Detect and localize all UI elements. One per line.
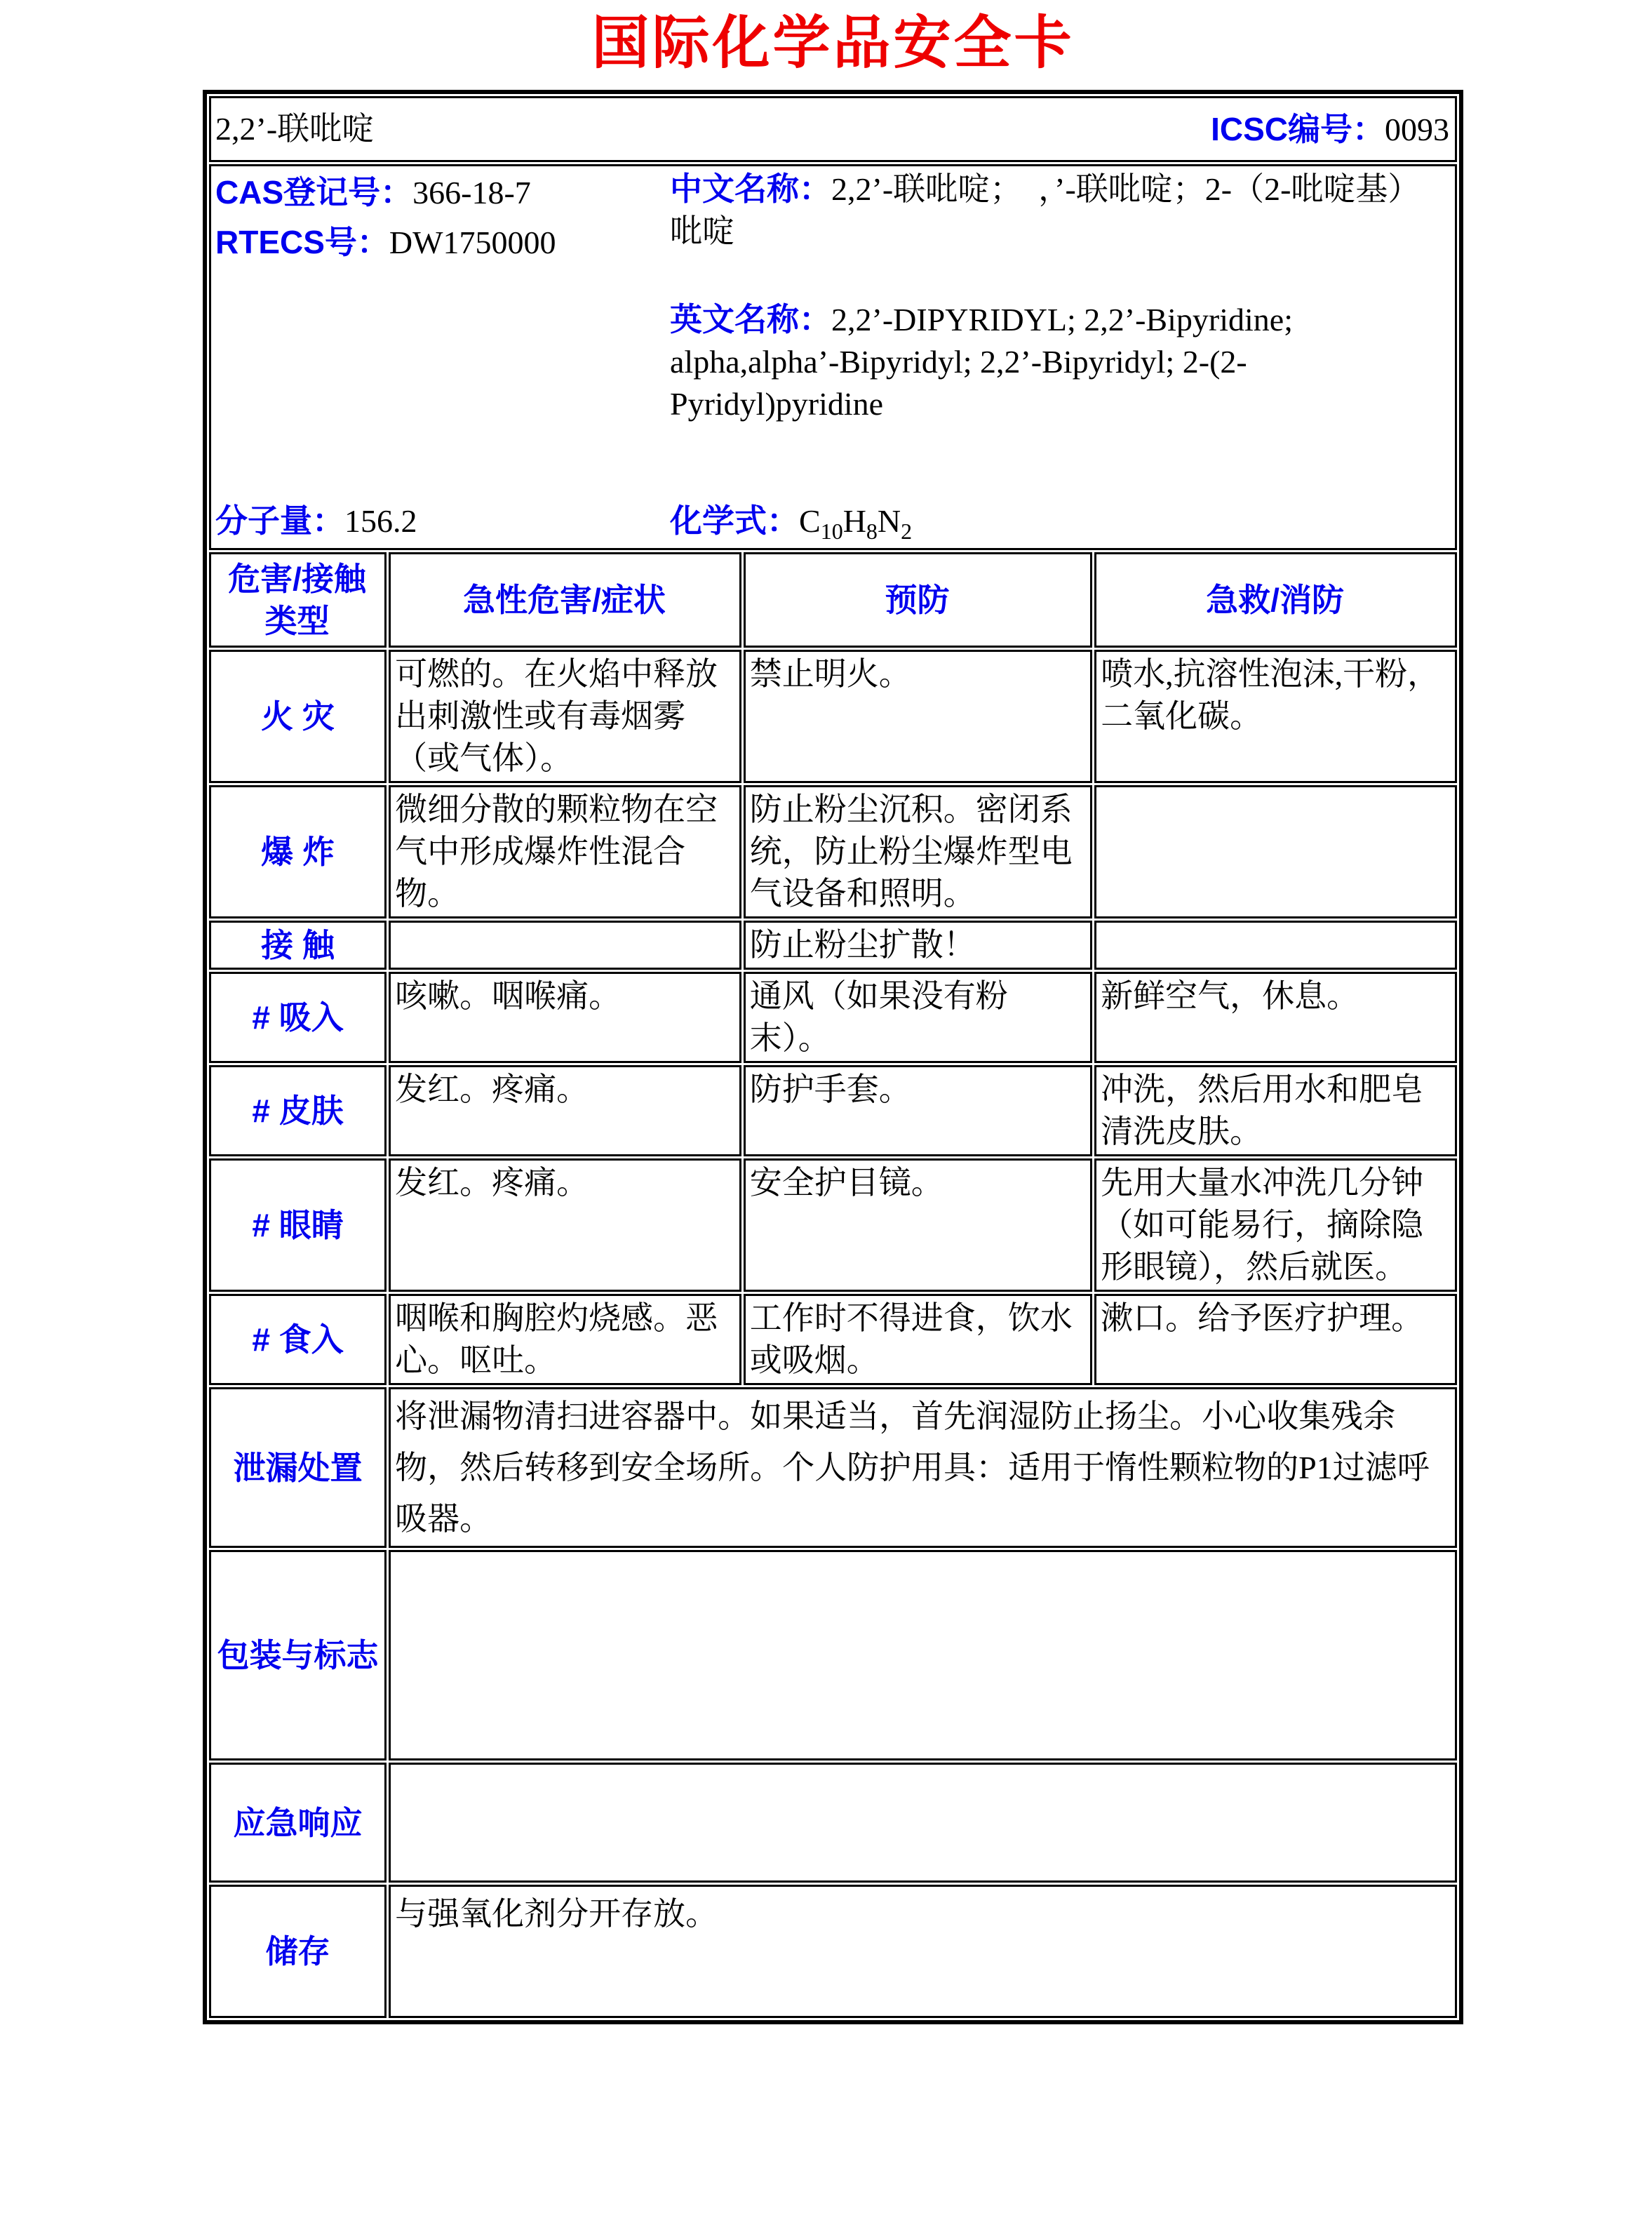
cas-line [215, 168, 670, 218]
emergency-response-content-cell [389, 1763, 1457, 1883]
safety-card-sheet [203, 7, 1463, 2024]
icsc-number-value: 0093 [1385, 111, 1449, 147]
explosion-prevention-cell: 防止粉尘沉积。密闭系统，防止粉尘爆炸型电气设备和照明。 [744, 785, 1092, 918]
substance-name: 2,2’-联吡啶 [215, 111, 375, 147]
inhalation-firstaid-cell: 新鲜空气，休息。 [1094, 972, 1457, 1063]
icsc-number-label: ICSC编号： [1211, 110, 1385, 147]
formula-label: 化学式： [670, 502, 799, 539]
eyes-prevention-cell: 安全护目镜。 [744, 1158, 1092, 1292]
hazard-row-skin [209, 1065, 1457, 1156]
registry-numbers-block [215, 168, 670, 500]
eyes-firstaid-cell: 先用大量水冲洗几分钟（如可能易行，摘除隐形眼镜），然后就医。 [1094, 1158, 1457, 1292]
section-row-emergency-response [209, 1763, 1457, 1883]
skin-firstaid-cell: 冲洗，然后用水和肥皂清洗皮肤。 [1094, 1065, 1457, 1156]
page-title: 国际化学品安全卡 [591, 11, 1075, 75]
explosion-symptoms-cell: 微细分散的颗粒物在空气中形成爆炸性混合物。 [389, 785, 741, 918]
chinese-name-value: 2,2’-联吡啶； ，’-联吡啶；2-（2-吡啶基）吡啶 [670, 171, 1421, 249]
fire-symptoms-cell: 可燃的。在火焰中释放出刺激性或有毒烟雾（或气体）。 [389, 650, 741, 783]
cas-value: 366-18-7 [412, 175, 531, 211]
storage-content-cell: 与强氧化剂分开存放。 [389, 1885, 1457, 2018]
exposure-prevention-cell: 防止粉尘扩散！ [744, 921, 1092, 970]
icsc-card-table [203, 90, 1463, 2024]
rtecs-label: RTECS号： [215, 224, 389, 260]
rtecs-value: DW1750000 [389, 225, 556, 260]
identifiers-cell [209, 164, 1457, 550]
names-block [670, 168, 1449, 500]
ingestion-firstaid-cell: 漱口。给予医疗护理。 [1094, 1294, 1457, 1385]
row-label-fire: 火 灾 [209, 650, 387, 783]
section-row-storage [209, 1885, 1457, 2018]
fire-prevention-cell: 禁止明火。 [744, 650, 1092, 783]
section-label-emergency-response: 应急响应 [209, 1763, 387, 1883]
exposure-symptoms-cell [389, 921, 741, 970]
molecular-weight-line [215, 500, 670, 547]
ingestion-symptoms-cell: 咽喉和胸腔灼烧感。恶心。呕吐。 [389, 1294, 741, 1385]
substance-header-row [209, 96, 1457, 162]
formula-line [670, 500, 1449, 547]
section-row-packaging [209, 1550, 1457, 1760]
molecular-weight-value: 156.2 [344, 503, 417, 539]
col-header-prevention: 预防 [744, 552, 1092, 648]
hazard-row-fire [209, 650, 1457, 783]
substance-header-cell [209, 96, 1457, 162]
section-label-storage: 储存 [209, 1885, 387, 2018]
identifiers-row [209, 164, 1457, 550]
english-name-block [670, 298, 1449, 425]
section-row-spillage [209, 1387, 1457, 1548]
icsc-number [1211, 108, 1449, 151]
row-label-inhalation: # 吸入 [209, 972, 387, 1063]
spillage-content-cell: 将泄漏物清扫进容器中。如果适当，首先润湿防止扬尘。小心收集残余物，然后转移到安全场所。个人防护用具：适用于惰性颗粒物的P1过滤呼吸器。 [389, 1387, 1457, 1548]
row-label-exposure: 接 触 [209, 921, 387, 970]
eyes-symptoms-cell: 发红。疼痛。 [389, 1158, 741, 1292]
ingestion-prevention-cell: 工作时不得进食，饮水或吸烟。 [744, 1294, 1092, 1385]
exposure-firstaid-cell [1094, 921, 1457, 970]
explosion-firstaid-cell [1094, 785, 1457, 918]
hazard-row-eyes [209, 1158, 1457, 1292]
packaging-content-cell [389, 1550, 1457, 1760]
row-label-ingestion: # 食入 [209, 1294, 387, 1385]
hazard-row-ingestion [209, 1294, 1457, 1385]
section-label-packaging: 包装与标志 [209, 1550, 387, 1760]
rtecs-line [215, 218, 670, 267]
col-header-symptoms: 急性危害/症状 [389, 552, 741, 648]
skin-prevention-cell: 防护手套。 [744, 1065, 1092, 1156]
inhalation-symptoms-cell: 咳嗽。咽喉痛。 [389, 972, 741, 1063]
hazard-row-explosion [209, 785, 1457, 918]
cas-label: CAS登记号： [215, 174, 413, 211]
hazard-row-exposure [209, 921, 1457, 970]
col-header-firstaid: 急救/消防 [1094, 552, 1457, 648]
hazard-row-inhalation [209, 972, 1457, 1063]
chinese-name-label: 中文名称： [670, 171, 831, 207]
row-label-explosion: 爆 炸 [209, 785, 387, 918]
chinese-name-block [670, 168, 1449, 298]
col-header-type: 危害/接触类型 [209, 552, 387, 648]
hazard-header-row [209, 552, 1457, 648]
row-label-eyes: # 眼睛 [209, 1158, 387, 1292]
inhalation-prevention-cell: 通风（如果没有粉末）。 [744, 972, 1092, 1063]
molecular-weight-label: 分子量： [215, 502, 344, 539]
fire-firstaid-cell: 喷水,抗溶性泡沫,干粉，二氧化碳。 [1094, 650, 1457, 783]
english-name-value: 2,2’-DIPYRIDYL; 2,2’-Bipyridine; alpha,alpha’-Bipyridyl; 2,2’-Bipyridyl; 2-(2-Pyridyl)pyridine [670, 302, 1293, 422]
skin-symptoms-cell: 发红。疼痛。 [389, 1065, 741, 1156]
section-label-spillage: 泄漏处置 [209, 1387, 387, 1548]
chemical-formula: $C_{10}H_8N_2$ [799, 503, 913, 544]
english-name-label: 英文名称： [670, 301, 831, 338]
row-label-skin: # 皮肤 [209, 1065, 387, 1156]
